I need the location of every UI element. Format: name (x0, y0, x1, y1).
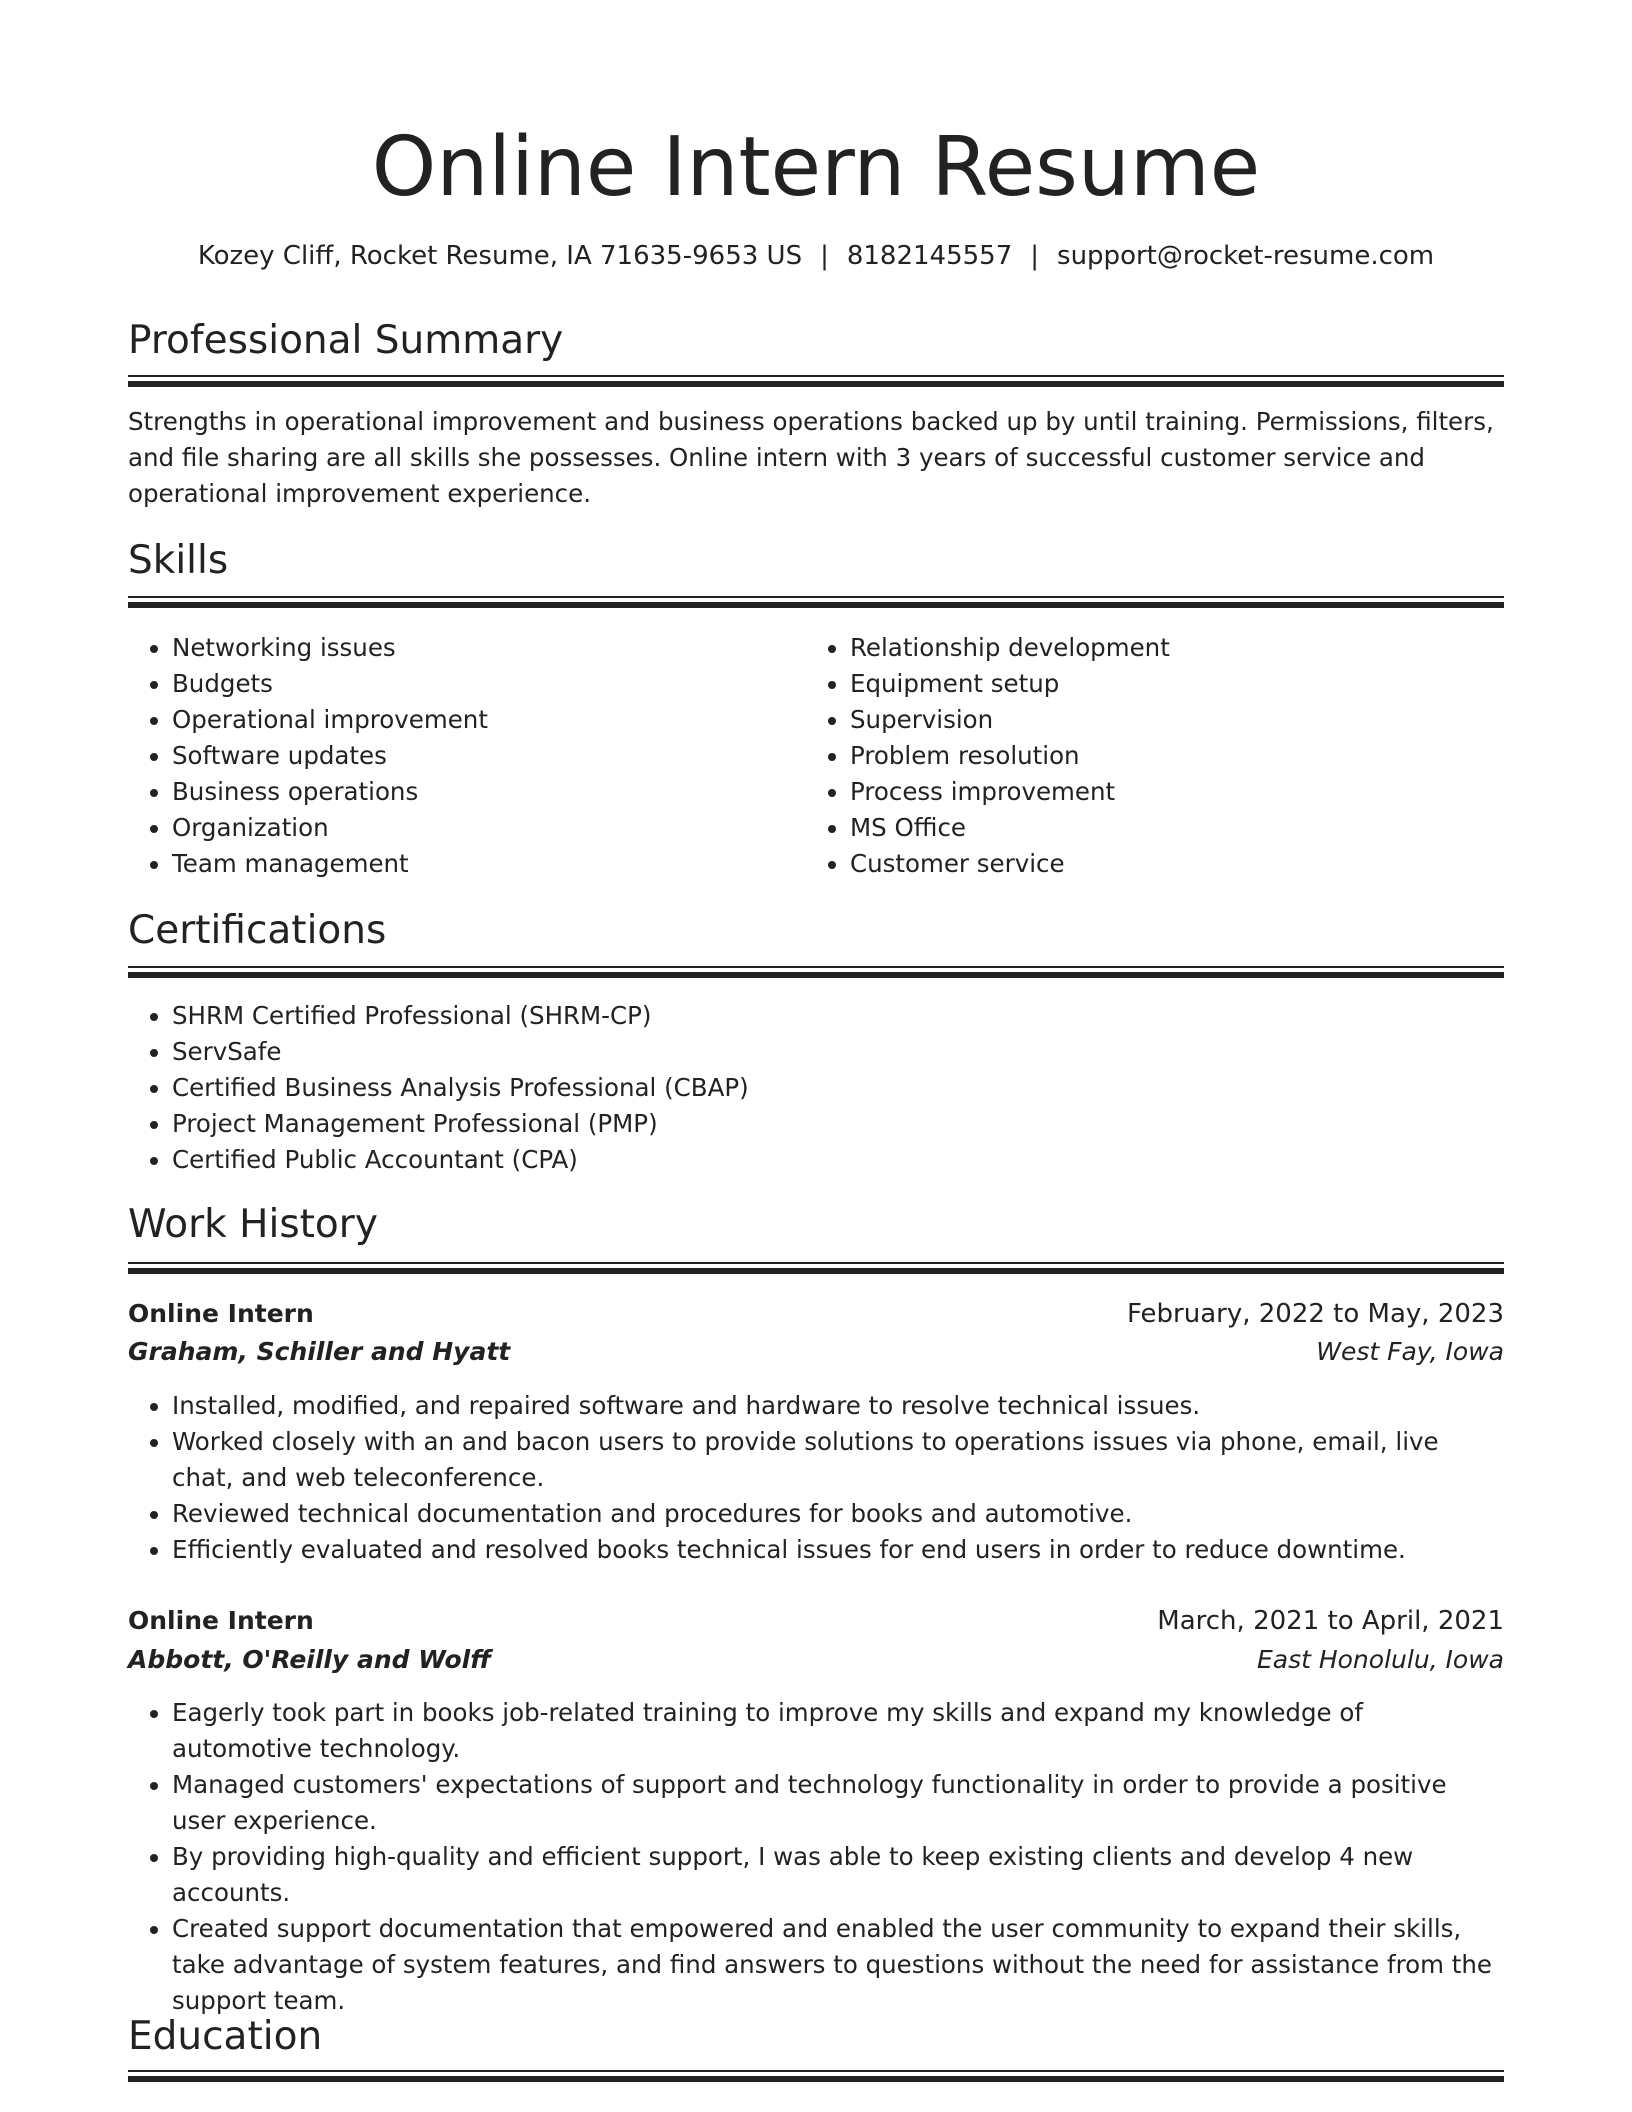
certification-item: • Certified Business Analysis Professional (CBAP) (172, 1070, 1504, 1106)
job-employer (128, 1640, 1504, 1680)
skills-list-left (128, 630, 792, 882)
job-duty-item: • By providing high-quality and efficient support, I was able to keep existing clients and develop 4 new accounts. (172, 1839, 1504, 1911)
summary-heading: Professional Summary (128, 318, 564, 363)
work-history-heading: Work History (128, 1202, 378, 1247)
skill-item: • Problem resolution (850, 738, 1500, 774)
resume-title: Online Intern Resume (371, 120, 1261, 215)
job-dates: March, 2021 to April, 2021 (1157, 1606, 1504, 1636)
contact-address: Kozey Cliff, Rocket Resume, IA 71635-9653 US (197, 241, 803, 271)
contact-email: support@rocket-resume.com (1057, 241, 1435, 271)
job-company: Graham, Schiller and Hyatt (128, 1337, 511, 1366)
skill-item: • Business operations (172, 774, 792, 810)
skill-item: • Customer service (850, 846, 1500, 882)
job-title: Online Intern (128, 1299, 314, 1328)
job-location: East Honolulu, Iowa (1256, 1645, 1504, 1674)
certifications-heading: Certifications (128, 908, 387, 953)
section-divider (128, 596, 1504, 608)
summary-text: Strengths in operational improvement and business operations backed up by until training. Permissions, filters, and file sharing are all skills she possesses. Online intern with 3 years of successful customer service and operational improvement experience. (128, 407, 1494, 508)
certifications-list (128, 998, 1504, 1178)
contact-separator: | (1030, 241, 1040, 271)
job-duty-item: • Worked closely with an and bacon users to provide solutions to operations issues via phone, email, live chat, and web teleconference. (172, 1424, 1504, 1496)
certification-item: • SHRM Certified Professional (SHRM-CP) (172, 998, 1504, 1034)
job-duty-item: • Created support documentation that empowered and enabled the user community to expand their skills, take advantage of system features, and find answers to questions without the need for assistance from the support team. (172, 1911, 1504, 2019)
job-duty-item: • Reviewed technical documentation and procedures for books and automotive. (172, 1496, 1504, 1532)
skill-item: • Equipment setup (850, 666, 1500, 702)
skill-item: • Networking issues (172, 630, 792, 666)
skill-item: • Supervision (850, 702, 1500, 738)
skill-item: • Budgets (172, 666, 792, 702)
job-duty-item: • Installed, modified, and repaired software and hardware to resolve technical issues. (172, 1388, 1504, 1424)
skill-item: • Process improvement (850, 774, 1500, 810)
contact-line (0, 238, 1632, 274)
skill-item: • Organization (172, 810, 792, 846)
section-divider (128, 1262, 1504, 1274)
job-header (128, 1294, 1504, 1334)
section-divider (128, 2070, 1504, 2082)
skill-item: • Relationship development (850, 630, 1500, 666)
job-company: Abbott, O'Reilly and Wolff (128, 1645, 492, 1674)
section-divider (128, 375, 1504, 387)
skills-heading: Skills (128, 538, 229, 583)
job-header (128, 1601, 1504, 1641)
section-divider (128, 966, 1504, 978)
education-heading: Education (128, 2014, 323, 2059)
skills-list-right (806, 630, 1500, 882)
job-location: West Fay, Iowa (1316, 1337, 1504, 1366)
job-duties-list (128, 1695, 1504, 2019)
skill-item: • MS Office (850, 810, 1500, 846)
skill-item: • Operational improvement (172, 702, 792, 738)
certification-item: • Project Management Professional (PMP) (172, 1106, 1504, 1142)
job-duty-item: • Eagerly took part in books job-related training to improve my skills and expand my knowledge of automotive technology. (172, 1695, 1504, 1767)
skill-item: • Team management (172, 846, 792, 882)
contact-phone: 8182145557 (846, 241, 1013, 271)
job-duty-item: • Managed customers' expectations of support and technology functionality in order to provide a positive user experience. (172, 1767, 1504, 1839)
job-dates: February, 2022 to May, 2023 (1127, 1299, 1504, 1329)
contact-separator: | (820, 241, 829, 271)
job-employer (128, 1332, 1504, 1372)
job-duties-list (128, 1388, 1504, 1568)
job-duty-item: • Efficiently evaluated and resolved books technical issues for end users in order to reduce downtime. (172, 1532, 1504, 1568)
certification-item: • Certified Public Accountant (CPA) (172, 1142, 1504, 1178)
job-title: Online Intern (128, 1606, 314, 1635)
certification-item: • ServSafe (172, 1034, 1504, 1070)
skill-item: • Software updates (172, 738, 792, 774)
